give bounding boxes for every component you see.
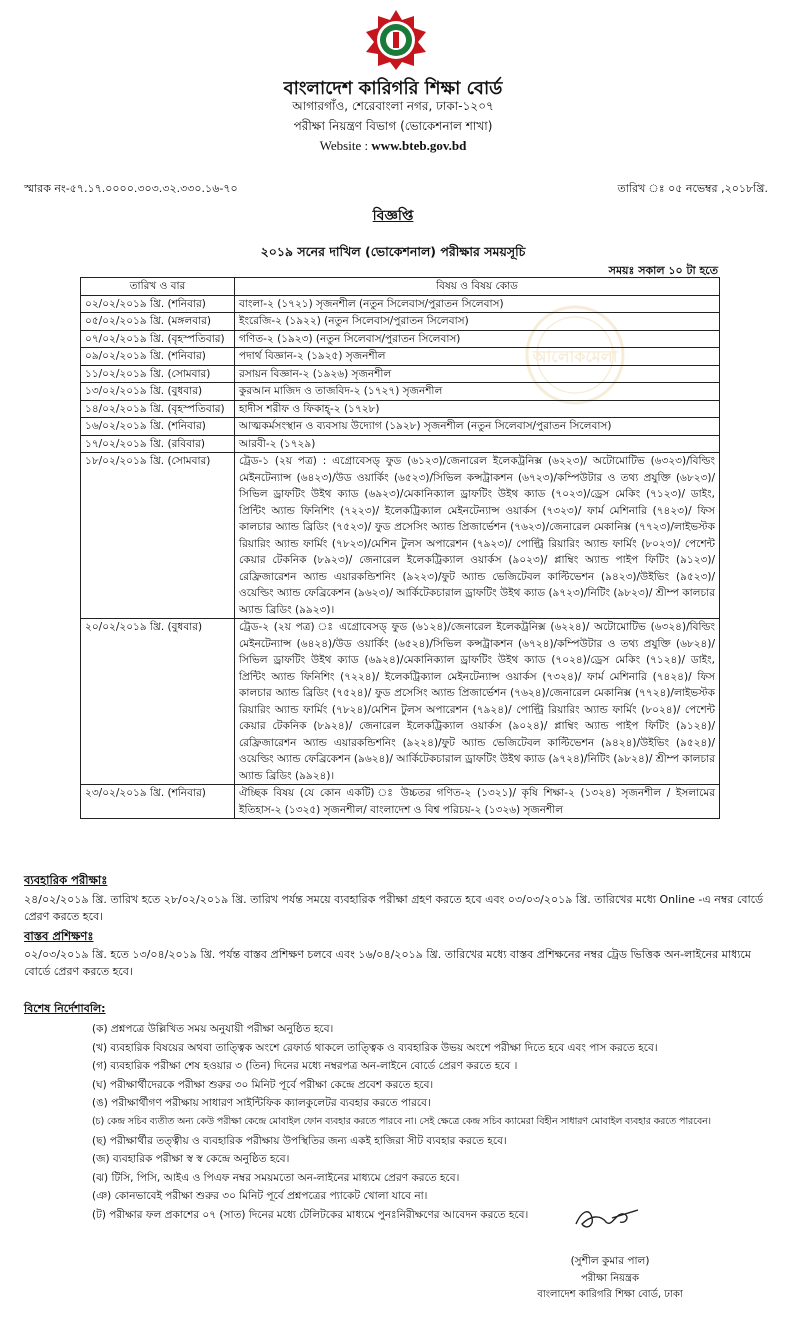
row-date: ১৮/০২/২০১৯ খ্রি. (সোমবার) <box>81 453 235 619</box>
row-date: ১৩/০২/২০১৯ খ্রি. (বুধবার) <box>81 383 235 401</box>
list-item: (ট) পরীক্ষার ফল প্রকাশের ০৭ (সাত) দিনের মধ্যে টেলিটকের মাধ্যমে পুনঃনিরীক্ষণের আবেদন করতে হবে। <box>92 1208 529 1221</box>
row-date: ১১/০২/২০১৯ খ্রি. (সোমবার) <box>81 365 235 383</box>
list-item: (ঝ) টিসি, পিসি, আইএ ও পিএফ নম্বর সময়মতো অন-লাইনের মাধ্যমে প্রেরণ করতে হবে। <box>92 1171 460 1184</box>
practical-title: ব্যবহারিক পরীক্ষাঃ <box>24 873 108 887</box>
training-title: বাস্তব প্রশিক্ষণঃ <box>24 929 94 943</box>
exam-title: ২০১৯ সনের দাখিল (ভোকেশনাল) পরীক্ষার সময়সূচি <box>260 244 526 259</box>
row-date: ২৩/০২/২০১৯ খ্রি. (শনিবার) <box>81 785 235 819</box>
list-item: (ক) প্রশ্নপত্রে উল্লিখিত সময় অনুযায়ী পরীক্ষা অনুষ্ঠিত হবে। <box>92 1023 334 1035</box>
row-subject: আরবী-২ (১৭২৯) <box>235 435 720 453</box>
signatory-name: (সুশীল কুমার পাল) <box>570 1255 650 1267</box>
website-label: Website : <box>319 138 369 153</box>
row-date: ০২/০২/২০১৯ খ্রি. (শনিবার) <box>81 295 235 313</box>
watermark-text: আলোকমেলা <box>532 347 618 366</box>
header-date: তারিখ ও বার <box>81 278 235 296</box>
list-item: (ছ) পরীক্ষার্থীর তত্ত্বীয় ও ব্যবহারিক পরীক্ষায় উপস্থিতির জন্য একই হাজিরা সীট ব্যবহার করতে হবে। <box>92 1134 507 1147</box>
table-row <box>81 383 720 401</box>
table-row <box>81 785 720 819</box>
website-link[interactable]: www.bteb.gov.bd <box>371 138 467 153</box>
exam-time: সময়ঃ সকাল ১০ টা হতে <box>608 264 718 277</box>
row-date: ২০/০২/২০১৯ খ্রি. (বুধবার) <box>81 619 235 785</box>
org-division: পরীক্ষা নিয়ন্ত্রণ বিভাগ (ভোকেশনাল শাখা) <box>293 119 493 133</box>
header-subject: বিষয় ও বিষয় কোড <box>235 278 720 296</box>
table-row <box>81 295 720 313</box>
row-subject: গণিত-২ (১৯২৩) (নতুন সিলেবাস/পুরাতন সিলেবাস) <box>235 330 720 348</box>
row-subject: ইংরেজি-২ (১৯২২) (নতুন সিলেবাস/পুরাতন সিলেবাস) <box>235 313 720 331</box>
instructions-title: বিশেষ নির্দেশাবলি: <box>24 1002 106 1015</box>
org-website <box>0 138 786 154</box>
table-row <box>81 313 720 331</box>
row-subject: ঐচ্ছিক বিষয় (যে কোন একটি) ঃ উচ্চতর গণিত-২ (১৩২১)/ কৃষি শিক্ষা-২ (১৩২৪) সৃজনশীল / ইসলামের ইতিহাস-২ (১৩২৫) সৃজনশীল/ বাংলাদেশ ও বিশ্ব পরিচয়-২ (১৩২৬) সৃজনশীল <box>235 785 720 819</box>
row-subject: ট্রেড-১ (২য় পত্র) : এগ্রোবেসড্ ফুড (৬১২৩)/জেনারেল ইলেকট্রনিক্স (৬২২৩)/ অটোমোটিভ (৬৩২৩)/বিল্ডিং মেইনটেন্যান্স (৬৪২৩)/উড ওয়ার্কিং (৬৫২৩)/সিভিল কন্সট্রাকশন (৬৭২৩)/কম্পিউটার ও তথ্য প্রযুক্তি (৬৮২৩)/সিভিল ড্রাফটিং উইথ ক্যাড (৬৯২৩)/মেকানিক্যাল ড্রাফটিং উইথ ক্যাড (৭০২৩)/ড্রেস মেকিং (৭১২৩)/ ডাইং, প্রিন্টিং অ্যান্ড ফিনিশিং (৭২২৩)/ ইলেকট্রিক্যাল মেইনটেন্যান্স ওয়ার্কস (৭৩২৩)/ ফার্ম মেশিনারি (৭৪২৩)/ ফিস কালচার অ্যান্ড ব্রিডিং (৭৫২৩)/ ফুড প্রসেসিং অ্যান্ড প্রিজার্ভেশন (৭৬২৩)/জেনারেল মেকানিক্স (৭৭২৩)/লাইভস্টক রিয়ারিং অ্যান্ড ফার্মিং (৭৮২৩)/মেশিন টুলস অপারেশন (৭৯২৩)/ পোল্ট্রি রিয়ারিং অ্যান্ড ফার্মিং (৮০২৩)/ পেশেন্ট কেয়ার টেকনিক (৮৯২৩)/ জেনারেল ইলেকট্রিক্যাল ওয়ার্কস (৯০২৩)/ প্লাম্বিং অ্যান্ড পাইপ ফিটিং (৯১২৩)/রেফ্রিজারেশন অ্যান্ড এয়ারকন্ডিশনিং (৯২২৩)/ফুট অ্যান্ড ভেজিটেবল কাল্টিভেশন (৯৪২৩)/উইভিং (৯৫২৩)/ওয়েল্ডিং অ্যান্ড ফেব্রিকেশন (৯৬২৩)/ আর্কিটেকচারাল ড্রাফটিং উইথ ক্যাড (৯৭২৩)/নিটিং (৯৮২৩)/ শ্রীম্প কালচার অ্যান্ড ব্রিডিং (৯৯২৩)। <box>235 453 720 619</box>
list-item: (ঘ) পরীক্ষার্থীদেরকে পরীক্ষা শুরুর ৩০ মিনিট পূর্বে পরীক্ষা কেন্দ্রে প্রবেশ করতে হবে। <box>92 1078 434 1091</box>
table-row <box>81 453 720 619</box>
list-item: (জ) ব্যবহারিক পরীক্ষা স্ব স্ব কেন্দ্রে অনুষ্ঠিত হবে। <box>92 1153 290 1166</box>
row-subject: কুরআন মাজিদ ও তাজবিদ-২ (১৭২৭) সৃজনশীল <box>235 383 720 401</box>
row-subject: ট্রেড-২ (২য় পত্র) ঃ এগ্রোবেসড্ ফুড (৬১২৪)/জেনারেল ইলেকট্রনিক্স (৬২২৪)/ অটোমোটিভ (৬৩২৪)/বিল্ডিং মেইনটেন্যান্স (৬৪২৪)/উড ওয়ার্কিং (৬৫২৪)/সিভিল কন্সট্রাকশন (৬৭২৪)/কম্পিউটার ও তথ্য প্রযুক্তি (৬৮২৪)/সিভিল ড্রাফটিং উইথ ক্যাড (৬৯২৪)/মেকানিক্যাল ড্রাফটিং উইথ ক্যাড (৭০২৪)/ড্রেস মেকিং (৭১২৪)/ ডাইং, প্রিন্টিং অ্যান্ড ফিনিশিং (৭২২৪)/ ইলেকট্রিক্যাল মেইনটেন্যান্স ওয়ার্কস (৭৩২৪)/ ফার্ম মেশিনারি (৭৪২৪)/ ফিস কালচার অ্যান্ড ব্রিডিং (৭৫২৪)/ ফুড প্রসেসিং অ্যান্ড প্রিজার্ভেশন (৭৬২৪)/জেনারেল মেকানিক্স (৭৭২৪)/লাইভস্টক রিয়ারিং অ্যান্ড ফার্মিং (৭৮২৪)/মেশিন টুলস অপারেশন (৭৯২৪)/ পোল্ট্রি রিয়ারিং অ্যান্ড ফার্মিং (৮০২৪)/ পেশেন্ট কেয়ার টেকনিক (৮৯২৪)/ জেনারেল ইলেকট্রিক্যাল ওয়ার্কস (৯০২৪)/ প্লাম্বিং অ্যান্ড পাইপ ফিটিং (৯১২৪)/রেফ্রিজারেশন অ্যান্ড এয়ারকন্ডিশনিং (৯২২৪)/ফুট অ্যান্ড ভেজিটেবল কাল্টিভেশন (৯৪২৪)/উইভিং (৯৫২৪)/ওয়েল্ডিং অ্যান্ড ফেব্রিকেশন (৯৬২৪)/ আর্কিটেকচারাল ড্রাফটিং উইথ ক্যাড (৯৭২৪)/নিটিং (৯৮২৪)/ শ্রীম্প কালচার অ্যান্ড ব্রিডিং (৯৯২৪)। <box>235 619 720 785</box>
row-subject: আত্মকর্মসংস্থান ও ব্যবসায় উদ্যোগ (১৯২৮) সৃজনশীল (নতুন সিলেবাস/পুরাতন সিলেবাস) <box>235 418 720 436</box>
training-text: ০২/০৩/২০১৯ খ্রি. হতে ১৩/০৪/২০১৯ খ্রি. পর্যন্ত বাস্তব প্রশিক্ষণ চলবে এবং ১৬/০৪/২০১৯ খ্রি. তারিখের মধ্যে বাস্তব প্রশিক্ষনের নম্বর ট্রেড ভিত্তিক অন-লাইনের মাধ্যমে বোর্ডে প্রেরণ করতে হবে। <box>24 948 751 978</box>
row-date: ১৪/০২/২০১৯ খ্রি. (বৃহস্পতিবার) <box>81 400 235 418</box>
table-row <box>81 365 720 383</box>
schedule-table <box>80 277 720 819</box>
bteb-logo-icon <box>364 8 428 72</box>
memo-ref: স্মারক নং-৫৭.১৭.০০০০.৩০৩.৩২.৩৩০.১৬-৭০ <box>24 182 238 195</box>
table-row <box>81 418 720 436</box>
signatory-designation: পরীক্ষা নিয়ন্ত্রক <box>581 1273 639 1284</box>
memo-date: তারিখ ঃ ০৫ নভেম্বর ,২০১৮খ্রি. <box>617 182 768 195</box>
instructions-list <box>92 1020 772 1225</box>
table-row <box>81 435 720 453</box>
practical-text: ২৪/০২/২০১৯ খ্রি. তারিখ হতে ২৮/০২/২০১৯ খ্রি. তারিখ পর্যন্ত সময়ে ব্যবহারিক পরীক্ষা গ্রহণ করতে হবে এবং ০৩/০৩/২০১৯ খ্রি. তারিখের মধ্যে Online -এ নম্বর বোর্ডে প্রেরণ করতে হবে। <box>24 893 764 923</box>
table-row <box>81 619 720 785</box>
org-address: আগারগাঁও, শেরেবাংলা নগর, ঢাকা-১২০৭ <box>292 99 494 113</box>
list-item: (খ) ব্যবহারিক বিষয়ের অথবা তাত্ত্বিক অংশে রেফার্ড থাকলে তাত্ত্বিক ও ব্যবহারিক উভয় অংশে পরীক্ষা দিতে হবে এবং পাস করতে হবে। <box>92 1041 658 1054</box>
row-subject: হাদীস শরীফ ও ফিকাহ্-২ (১৭২৮) <box>235 400 720 418</box>
notice-title: বিজ্ঞপ্তি <box>372 208 414 224</box>
row-subject: পদার্থ বিজ্ঞান-২ (১৯২৫) সৃজনশীল <box>235 348 720 366</box>
table-row <box>81 348 720 366</box>
signature-icon <box>572 1204 642 1234</box>
row-date: ১৭/০২/২০১৯ খ্রি. (রবিবার) <box>81 435 235 453</box>
list-item: (চ) কেন্দ্র সচিব ব্যতীত অন্য কেউ পরীক্ষা কেন্দ্রে মোবাইল ফোন ব্যবহার করতে পারবে না। সেই ক্ষেত্রে কেন্দ্র সচিব ক্যামেরা বিহীন সাধারণ মোবাইল ব্যবহার করতে পারবেন। <box>92 1115 711 1127</box>
row-date: ০৯/০২/২০১৯ খ্রি. (শনিবার) <box>81 348 235 366</box>
list-item: (ঞ) কোনভাবেই পরীক্ষা শুরুর ৩০ মিনিট পূর্বে প্রশ্নপত্রের প্যাকেট খোলা যাবে না। <box>92 1190 428 1203</box>
table-row <box>81 400 720 418</box>
list-item: (গ) ব্যবহারিক পরীক্ষা শেষ হওয়ার ৩ (তিন) দিনের মধ্যে নম্বরপত্র অন-লাইনে বোর্ডে প্রেরণ করতে হবে । <box>92 1060 518 1073</box>
list-item: (ঙ) পরীক্ষার্থীগণ পরীক্ষায় সাধারণ সাইন্টিফিক ক্যালকুলেটর ব্যবহার করতে পারবে। <box>92 1097 431 1110</box>
row-date: ১৬/০২/২০১৯ খ্রি. (শনিবার) <box>81 418 235 436</box>
row-subject: রসায়ন বিজ্ঞান-২ (১৯২৬) সৃজনশীল <box>235 365 720 383</box>
signatory-office: বাংলাদেশ কারিগরি শিক্ষা বোর্ড, ঢাকা <box>537 1289 683 1300</box>
row-date: ০৭/০২/২০১৯ খ্রি. (বৃহস্পতিবার) <box>81 330 235 348</box>
table-row <box>81 330 720 348</box>
row-subject: বাংলা-২ (১৭২১) সৃজনশীল (নতুন সিলেবাস/পুরাতন সিলেবাস) <box>235 295 720 313</box>
row-date: ০৫/০২/২০১৯ খ্রি. (মঙ্গলবার) <box>81 313 235 331</box>
table-header-row <box>81 278 720 296</box>
org-name: বাংলাদেশ কারিগরি শিক্ষা বোর্ড <box>283 78 503 99</box>
